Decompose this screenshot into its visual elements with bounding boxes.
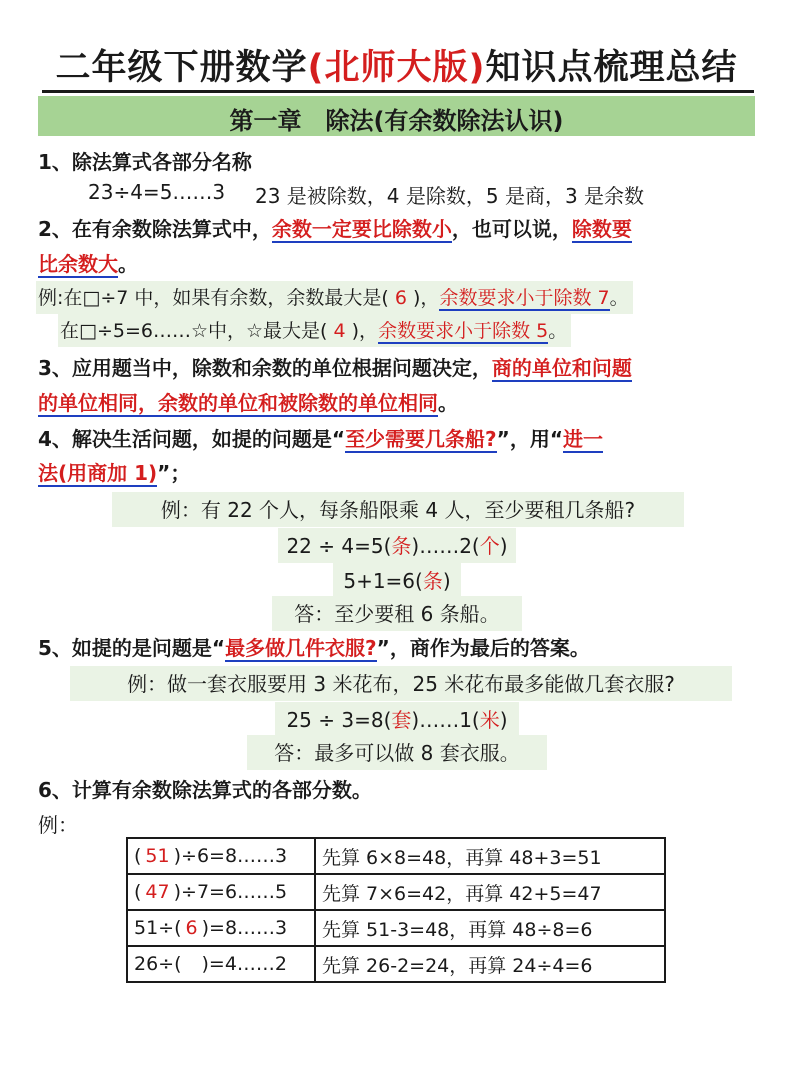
section-4-line-1 [38,423,603,452]
s2-ex1-b: )， [413,287,440,309]
title-suffix: 知识点梳理总结 [485,48,738,88]
section-5-equation [275,702,519,737]
equation-cell [127,946,315,982]
s4-eq2-unit: 条 [422,569,443,593]
table-row [127,874,665,910]
section-1-explain: 23 是被除数，4 是除数，5 是商，3 是余数 [255,184,645,208]
s3-red-b: 的单位相同，余数的单位和被除数的单位相同 [38,391,438,415]
s2-end: 。 [118,252,138,276]
s3-red-a: 商的单位和问题 [491,356,632,380]
s5-text-a: 5、如提的是问题是“ [38,636,226,660]
s2-ex2-note: 余数要求小于除数 5 [378,320,549,342]
title-edition: (北师大版) [307,48,486,88]
eq-answer: 6 [185,917,198,939]
s5-eq-b: )……1( [411,708,480,732]
s2-ex2-ans: 4 [333,320,346,342]
section-2-line-1 [38,213,632,242]
s2-ex2-b: )， [351,320,379,342]
equation-cell [127,838,315,874]
s2-ex2-end: 。 [548,320,568,342]
s5-eq-a: 25 ÷ 3=8( [286,708,392,732]
section-4-example: 例：有 22 个人，每条船限乘 4 人，至少要租几条船? [112,492,684,527]
section-3-line-2 [38,387,458,416]
s2-ex1-note: 余数要求小于除数 7 [439,287,610,309]
s4-eq2-a: 5+1=6( [343,569,423,593]
equation-cell [127,874,315,910]
s4-red-m2: 法(用商加 1) [38,461,158,485]
calc-cell: 先算 26-2=24，再算 24÷4=6 [315,946,665,982]
s4-eq1-unit-2: 个 [479,534,500,558]
s5-eq-unit-1: 套 [391,708,412,732]
s2-ex1-end: 。 [609,287,629,309]
s2-ex2-a: 在□÷5=6……☆中，☆最大是( [60,320,328,342]
section-6-example-label: 例： [38,813,78,837]
s2-text-a: 2、在有余数除法算式中， [38,217,272,241]
section-5-answer: 答：最多可以做 8 套衣服。 [247,735,547,770]
answer-table [126,837,666,983]
s4-eq1-unit-1: 条 [391,534,412,558]
section-4-equation-2 [333,563,461,598]
section-1-heading: 1、除法算式各部分名称 [38,150,252,174]
s3-text-a: 3、应用题当中，除数和余数的单位根据问题决定， [38,356,492,380]
table-row [127,910,665,946]
section-2-example-1 [36,281,633,314]
s2-red-a: 余数一定要比除数小 [271,217,452,241]
s5-eq-c: ) [499,708,508,732]
s4-red-m1: 进一 [562,427,603,451]
s3-end: 。 [438,391,458,415]
eq-post: )=8……3 [201,917,288,939]
eq-answer: 51 [145,845,170,867]
s4-eq1-a: 22 ÷ 4=5( [286,534,392,558]
table-row [127,946,665,982]
equation-cell [127,910,315,946]
title-underline [42,90,754,93]
section-5-example: 例：做一套衣服要用 3 米花布，25 米花布最多能做几套衣服? [70,666,732,701]
eq-post: )÷7=6……5 [173,881,288,903]
s4-red-q: 至少需要几条船? [345,427,497,451]
title-prefix: 二年级下册数学 [55,48,308,88]
section-4-line-2 [38,457,190,486]
s5-red-q: 最多做几件衣服? [225,636,377,660]
s4-text-b: ”，用“ [496,427,563,451]
section-4-answer: 答：至少要租 6 条船。 [272,596,522,631]
section-5-line-1 [38,632,590,661]
eq-answer [182,953,202,975]
page-title [0,40,793,90]
calc-cell: 先算 7×6=42，再算 42+5=47 [315,874,665,910]
s4-eq1-b: )……2( [411,534,480,558]
eq-pre: 26÷( [134,953,182,975]
eq-pre: ( [134,845,142,867]
eq-pre: ( [134,881,142,903]
s2-red-b1: 除数要 [571,217,632,241]
eq-answer: 47 [145,881,170,903]
section-3-line-1 [38,352,632,381]
s5-eq-unit-2: 米 [479,708,500,732]
s4-end: ”； [157,461,191,485]
eq-post: )=4……2 [201,953,288,975]
eq-pre: 51÷( [134,917,182,939]
table-row [127,838,665,874]
section-6-heading: 6、计算有余数除法算式的各部分数。 [38,778,372,802]
section-2-line-2 [38,248,138,277]
s2-text-b: ，也可以说， [451,217,572,241]
s4-text-a: 4、解决生活问题，如提的问题是“ [38,427,346,451]
s4-eq1-c: ) [499,534,508,558]
calc-cell: 先算 51-3=48，再算 48÷8=6 [315,910,665,946]
eq-post: )÷6=8……3 [173,845,288,867]
s2-ex1-ans: 6 [394,287,407,309]
s5-text-b: ”，商作为最后的答案。 [376,636,590,660]
s2-ex1-a: 例:在□÷7 中，如果有余数，余数最大是( [38,287,389,309]
s4-eq2-b: ) [442,569,451,593]
section-2-example-2 [58,314,571,347]
section-1-equation: 23÷4=5……3 [88,180,226,204]
s2-red-b2: 比余数大 [38,252,118,276]
calc-cell: 先算 6×8=48，再算 48+3=51 [315,838,665,874]
chapter-heading: 第一章 除法(有余数除法认识) [229,107,564,135]
section-4-equation-1 [278,528,516,563]
